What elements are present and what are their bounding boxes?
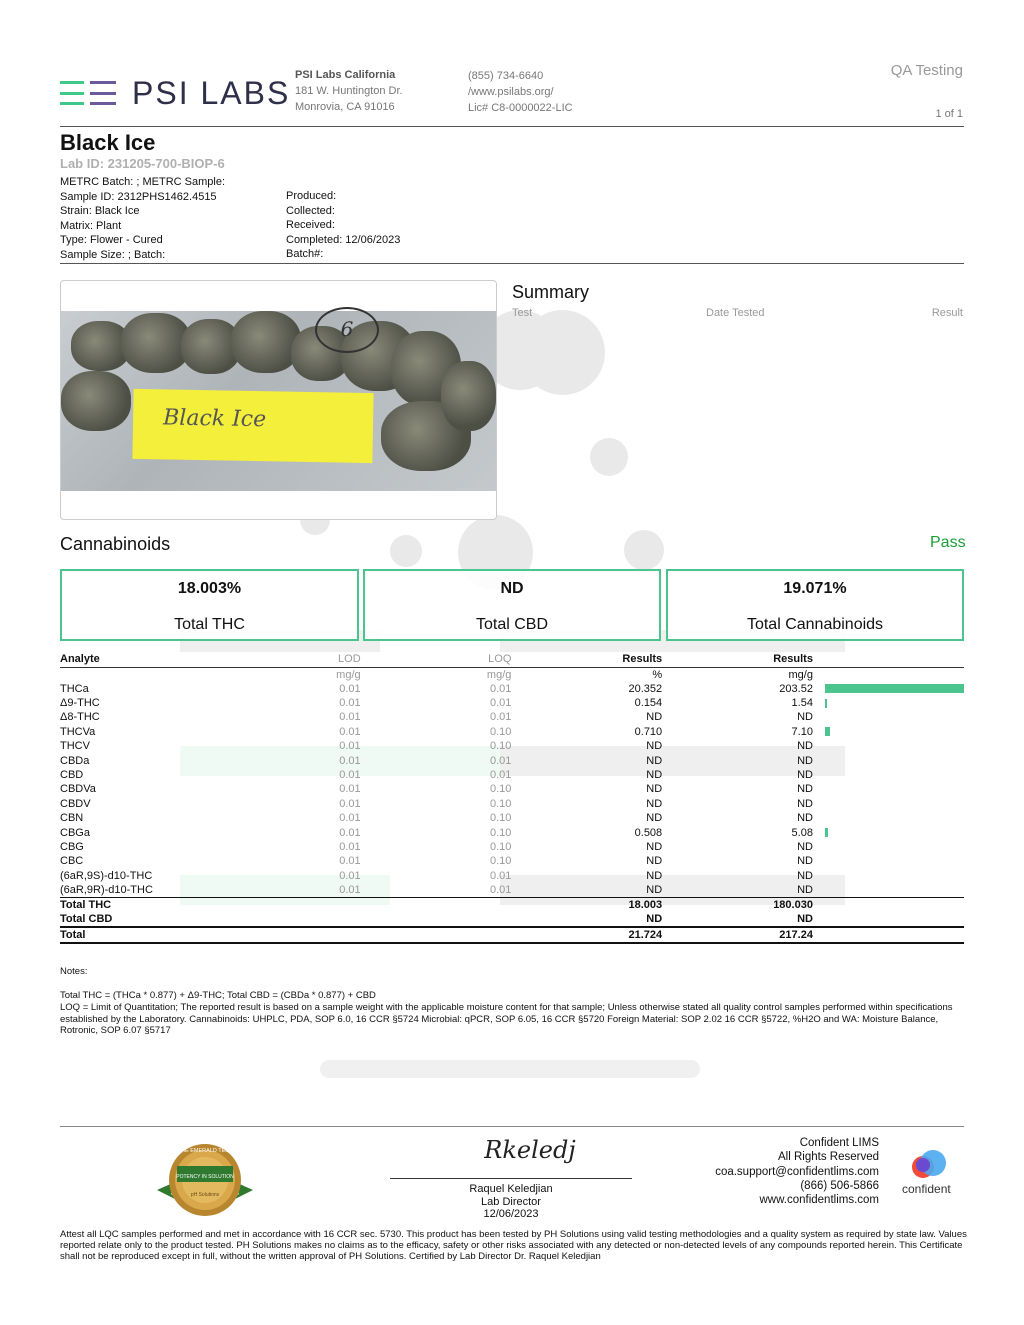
lab-address-line1: 181 W. Huntington Dr. [295,85,403,97]
table-row [60,725,964,739]
signer-block [390,1183,632,1221]
result-bar-cell [813,696,964,710]
unit-lod: mg/g [336,668,361,681]
sample-meta-right [286,189,400,262]
total-cbd-value: ND [500,580,524,597]
unit-mg: mg/g [788,668,813,681]
sign-date: 12/06/2023 [483,1208,539,1220]
total-cbd-box [363,569,661,641]
loq-value: 0.01 [489,711,512,724]
lod-value: 0.01 [339,869,361,882]
result-bar-cell [813,869,964,883]
seal-bottom-text: pH Solutions [190,1192,220,1198]
result-pct: ND [646,797,663,810]
analyte-name: CBDa [60,754,90,767]
sample-label-sticker: Black Ice [132,389,373,463]
sample-photo [61,311,497,491]
seal-icon [155,1142,255,1224]
result-bar-cell [813,883,964,898]
loq-value: 0.01 [489,697,512,710]
result-mg: 1.54 [791,697,813,710]
result-pct: ND [646,855,663,868]
loq-value: 0.10 [489,725,512,738]
result-bar [825,727,830,736]
col-analyte: Analyte [60,652,240,667]
logo-bars-icon [90,81,116,105]
total-thc-row: Total THC 18.003 180.030 [60,897,964,912]
total-thc-value: 18.003% [177,580,242,597]
analyte-name: CBN [60,812,84,825]
result-mg: ND [797,769,813,782]
result-mg: ND [797,740,813,753]
result-pct: ND [646,769,663,782]
loq-value: 0.10 [489,855,512,868]
table-row [60,739,964,753]
sample-size: Sample Size: ; Batch: [60,248,166,261]
table-units [60,667,964,682]
result-pct: 0.710 [634,725,663,738]
header-divider [60,126,964,127]
loq-value: 0.10 [489,826,512,839]
result-bar-cell [813,854,964,868]
lab-website[interactable]: /www.psilabs.org/ [468,86,554,98]
lab-contact [468,68,573,116]
lims-block [715,1136,879,1207]
col-results-pct: Results [511,652,662,667]
lod-value: 0.01 [339,740,361,753]
matrix: Matrix: Plant [60,219,122,232]
produced: Produced: [286,190,337,202]
notes-formula: Total THC = (THCa * 0.877) + Δ9-THC; Total CBD = (CBDa * 0.877) + CBD [60,990,376,1001]
lab-phone: (855) 734-6640 [468,70,544,82]
footer-divider [60,1126,964,1127]
lims-web[interactable]: www.confidentlims.com [759,1194,879,1207]
result-bar-cell [813,725,964,739]
result-pct: 20.352 [628,682,663,695]
completed: Completed: 12/06/2023 [286,233,401,246]
total-cbd-row: Total CBD ND ND [60,912,813,925]
table-row [60,883,964,898]
table-row [60,869,964,883]
metrc-batch: METRC Batch: ; METRC Sample: [60,176,226,188]
batch-number: Batch#: [286,248,324,260]
result-bar-cell [813,797,964,811]
result-pct: 0.508 [634,826,663,839]
lod-value: 0.01 [339,769,361,782]
result-bar-cell [813,811,964,825]
total-cbd-label: Total CBD [475,616,549,633]
table-row [60,854,964,868]
result-pct: ND [646,840,663,853]
unit-pct: % [652,668,663,681]
analyte-name: (6aR,9S)-d10-THC [60,869,153,882]
lod-value: 0.01 [339,826,361,839]
result-mg: 7.10 [791,725,813,738]
loq-value: 0.10 [489,797,512,810]
result-bar-cell [813,782,964,796]
confident-logo-text: confident [902,1182,951,1196]
result-bar-cell [813,753,964,767]
result-pct: 0.154 [634,697,663,710]
result-pct: ND [646,711,663,724]
loq-value: 0.10 [489,812,512,825]
result-mg: ND [797,783,813,796]
analyte-name: Δ8-THC [60,711,100,724]
lod-value: 0.01 [339,682,361,695]
lod-value: 0.01 [339,883,361,896]
total-thc-label: Total THC [174,616,245,633]
lab-id: Lab ID: 231205-700-BIOP-6 [60,156,225,171]
table-row [60,768,964,782]
table-row [60,825,964,839]
loq-value: 0.10 [489,783,512,796]
pass-status: Pass [930,534,966,551]
table-row [60,811,964,825]
lab-address-line2: Monrovia, CA 91016 [295,101,395,113]
table-row [60,797,964,811]
emerald-test-seal [155,1142,255,1224]
total-row: Total 21.724 217.24 [60,927,964,943]
lims-rights: All Rights Reserved [778,1151,879,1164]
col-results-mg: Results [662,652,813,667]
total-thc-box [60,569,359,641]
lod-value: 0.01 [339,725,361,738]
loq-value: 0.01 [489,682,512,695]
loq-value: 0.10 [489,840,512,853]
cannabinoids-table [60,652,964,944]
result-bar-cell [813,768,964,782]
sample-name: Black Ice [60,130,156,155]
total-cannabinoids-box [666,569,964,641]
lod-value: 0.01 [339,783,361,796]
lims-phone: (866) 506-5866 [800,1179,879,1192]
table-row [60,710,964,724]
sample-id: Sample ID: 2312PHS1462.4515 [60,190,217,203]
result-mg: 203.52 [779,682,813,695]
table-row [60,696,964,710]
result-bar-cell [813,710,964,724]
total-cannabinoids-label: Total Cannabinoids [746,616,884,633]
logo-bars-icon [60,81,84,105]
table-row [60,682,964,696]
result-bar [825,699,827,708]
lod-value: 0.01 [339,840,361,853]
lod-value: 0.01 [339,797,361,810]
loq-value: 0.10 [489,740,512,753]
doc-type: QA Testing [890,62,963,79]
result-pct: ND [646,883,663,896]
analyte-name: THCVa [60,725,96,738]
bag-number: 6 [315,307,379,353]
table-row [60,840,964,854]
table-header [60,652,964,667]
signer-title: Lab Director [481,1195,541,1208]
lod-value: 0.01 [339,855,361,868]
unit-loq: mg/g [486,668,512,681]
result-mg: ND [797,754,813,767]
result-bar-cell [813,825,964,839]
result-pct: ND [646,869,663,882]
col-loq: LOQ [361,652,512,667]
analyte-name: CBD [60,769,84,782]
seal-top-text: THE EMERALD TEST [177,1148,233,1154]
loq-value: 0.01 [489,769,512,782]
sample-meta-left [60,175,225,262]
result-mg: ND [797,840,813,853]
table-row [60,753,964,767]
collected: Collected: [286,204,335,217]
summary-title: Summary [512,282,590,302]
lab-license: Lic# C8-0000022-LIC [468,102,573,114]
sample-divider [60,263,964,264]
lims-email[interactable]: coa.support@confidentlims.com [715,1165,879,1178]
cannabinoids-title: Cannabinoids [60,534,171,554]
logo-text: PSI LABS [132,75,291,111]
received: Received: [286,219,335,231]
lod-value: 0.01 [339,812,361,825]
result-pct: ND [646,812,663,825]
lims-name: Confident LIMS [799,1137,879,1149]
attestation: Attest all LQC samples performed and met in accordance with 16 CCR sec. 5730. This product has been tested by PH Solutions using valid testing methodologies and a quality system as required by state law. Values reported relate only to the product tested. PH Solutions makes no claims as to the efficacy, safety or other risks associated with any detected or non-detected levels of any compounds reported herein. This Certificate shall not be reproduced except in full, without the written approval of PH Solutions. Certified by Lab Director Dr. Raquel Keledjian [60,1229,967,1262]
result-mg: 5.08 [791,826,813,839]
result-bar-cell [813,682,964,696]
result-pct: ND [646,783,663,796]
strain: Strain: Black Ice [60,205,140,217]
analyte-name: CBDVa [60,783,96,796]
result-bar-cell [813,739,964,753]
loq-value: 0.01 [489,869,512,882]
loq-value: 0.01 [489,754,512,767]
seal-mid-text: POTENCY IN SOLUTION [176,1174,234,1180]
analyte-name: CBGa [60,826,90,839]
analyte-name: Δ9-THC [60,697,100,710]
signature: Rkeledj [484,1136,576,1164]
sample-type: Type: Flower - Cured [60,234,163,246]
result-mg: ND [797,797,813,810]
sample-photo-frame [60,280,497,520]
analyte-name: CBC [60,855,84,868]
lab-address [295,67,403,115]
analyte-name: CBG [60,840,84,853]
result-pct: ND [646,754,663,767]
result-bar [825,828,828,837]
lod-value: 0.01 [339,697,361,710]
analyte-name: THCV [60,740,90,753]
summary-col-result: Result [931,307,963,319]
analyte-name: THCa [60,682,89,695]
lod-value: 0.01 [339,754,361,767]
lod-value: 0.01 [339,711,361,724]
col-bar [813,652,964,667]
signer-name: Raquel Keledjian [469,1183,553,1195]
result-pct: ND [646,740,663,753]
loq-value: 0.01 [489,883,512,896]
summary-col-test: Test [512,307,533,319]
confident-logo-icon [912,1150,948,1180]
col-lod: LOD [240,652,361,667]
notes-methods: LOQ = Limit of Quantitation; The reported result is based on a sample weight with the applicable moisture content for that sample; Unless otherwise stated all quality control samples performed within specifications established by the Laboratory. Cannabinoids: UHPLC, PDA, SOP 6.0, 16 CCR §5724 Microbial: qPCR, SOP 6.05, 16 CCR §5720 Foreign Material: SOP 2.02 16 CCR §5722, %H2O and WA: Moisture Balance, Rotronic, SOP 6.07 §5717 [60,1002,953,1036]
result-mg: ND [797,855,813,868]
notes-title: Notes: [60,966,88,977]
result-mg: ND [797,869,813,882]
result-bar [825,684,964,693]
page-number: 1 of 1 [935,108,963,120]
lab-name: PSI Labs California [295,69,396,81]
summary-col-date: Date Tested [706,307,765,319]
psi-labs-logo [60,76,290,110]
result-mg: ND [797,812,813,825]
result-mg: ND [797,883,813,896]
analyte-name: CBDV [60,797,91,810]
result-bar-cell [813,840,964,854]
table-row [60,782,964,796]
total-cannabinoids-value: 19.071% [783,580,847,597]
result-mg: ND [797,711,813,724]
analyte-name: (6aR,9R)-d10-THC [60,883,153,896]
signature-line [390,1178,632,1179]
